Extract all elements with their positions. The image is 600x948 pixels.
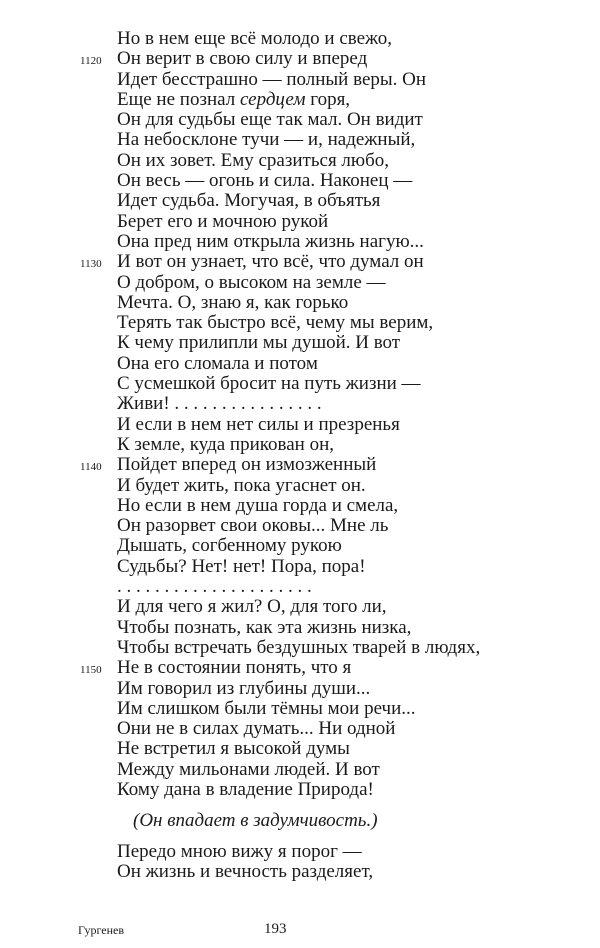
verse-line xyxy=(0,374,600,394)
poem-body xyxy=(0,29,600,800)
verse-text: Он верит в свою силу и вперед xyxy=(117,48,368,70)
verse-line xyxy=(0,597,600,617)
verse-line xyxy=(0,618,600,638)
verse-text: К чему прилипли мы душой. И вот xyxy=(117,332,401,354)
verse-line xyxy=(0,191,600,211)
verse-line xyxy=(0,658,600,678)
verse-text: К земле, куда прикован он, xyxy=(117,433,335,455)
verse-text: И если в нем нет силы и презренья xyxy=(117,413,400,435)
verse-line xyxy=(0,293,600,313)
verse-text: Между мильонами людей. И вот xyxy=(117,758,380,780)
verse-text: На небосклоне тучи — и, надежный, xyxy=(117,129,416,151)
verse-line xyxy=(0,476,600,496)
verse-line xyxy=(0,394,600,414)
verse-text: Он их зовет. Ему сразиться любо, xyxy=(117,149,390,171)
verse-text xyxy=(117,90,350,110)
verse-text-pre: Еще не познал xyxy=(117,88,240,110)
verse-line xyxy=(0,130,600,150)
verse-line xyxy=(0,699,600,719)
verse-line xyxy=(0,638,600,658)
verse-text: Он весь — огонь и сила. Наконец — xyxy=(117,170,413,192)
verse-line xyxy=(0,842,600,862)
verse-line xyxy=(0,333,600,353)
verse-text: Пойдет вперед он измозженный xyxy=(117,454,377,476)
verse-text: Живи! . . . . . . . . . . . . . . . . xyxy=(117,393,322,415)
verse-line xyxy=(0,171,600,191)
verse-text: Им говорил из глубины души... xyxy=(117,677,371,699)
verse-line xyxy=(0,536,600,556)
verse-line xyxy=(0,780,600,800)
verse-text: Он разорвет свои оковы... Мне ль xyxy=(117,515,389,537)
verse-line xyxy=(0,679,600,699)
verse-line xyxy=(0,90,600,110)
line-number: 1130 xyxy=(80,258,102,271)
dotted-line: . . . . . . . . . . . . . . . . . . . . . xyxy=(117,576,312,598)
verse-text: И вот он узнает, что всё, что думал он xyxy=(117,251,424,273)
verse-text: Не встретил я высокой думы xyxy=(117,738,350,760)
page-number: 193 xyxy=(264,921,287,937)
verse-line xyxy=(0,212,600,232)
verse-line xyxy=(0,29,600,49)
verse-text: Но в нем еще всё молодо и свежо, xyxy=(117,28,392,49)
verse-text: Кому дана в владение Природа! xyxy=(117,778,374,800)
verse-text: Они не в силах думать... Ни одной xyxy=(117,718,396,740)
verse-text: О добром, о высоком на земле — xyxy=(117,271,386,293)
verse-text: Чтобы познать, как эта жизнь низка, xyxy=(117,616,412,638)
verse-line xyxy=(0,49,600,69)
verse-text: Не в состоянии понять, что я xyxy=(117,657,352,679)
verse-text: Мечта. О, знаю я, как горько xyxy=(117,291,349,313)
verse-text: И будет жить, пока угаснет он. xyxy=(117,474,366,496)
verse-line xyxy=(0,557,600,577)
verse-line xyxy=(0,151,600,171)
verse-text: Идет бесстрашно — полный веры. Он xyxy=(117,68,427,90)
running-title: Гургенев xyxy=(78,923,124,937)
poem-body-continued xyxy=(0,842,600,883)
verse-line xyxy=(0,273,600,293)
verse-line xyxy=(0,516,600,536)
verse-text: Чтобы встречать бездушных тварей в людях, xyxy=(117,636,481,658)
verse-line xyxy=(0,110,600,130)
verse-line xyxy=(0,313,600,333)
verse-text: Она его сломала и потом xyxy=(117,352,318,374)
verse-text-post: горя, xyxy=(305,88,351,110)
verse-text-emphasis: сердцем xyxy=(239,88,306,110)
verse-line xyxy=(0,354,600,374)
verse-text: Он жизнь и вечность разделяет, xyxy=(117,861,374,883)
verse-line xyxy=(0,739,600,759)
verse-text: Берет его и мочною рукой xyxy=(117,210,329,232)
verse-line xyxy=(0,862,600,882)
verse-line xyxy=(0,455,600,475)
verse-text: Но если в нем душа горда и смела, xyxy=(117,494,399,516)
verse-text: Судьбы? Нет! нет! Пора, пора! xyxy=(117,555,366,577)
line-number: 1150 xyxy=(80,664,102,677)
verse-line xyxy=(0,435,600,455)
verse-text: Передо мною вижу я порог — xyxy=(117,841,362,862)
verse-line xyxy=(0,415,600,435)
verse-line xyxy=(0,496,600,516)
verse-text: Идет судьба. Могучая, в объятья xyxy=(117,190,381,212)
verse-line xyxy=(0,70,600,90)
line-number: 1140 xyxy=(80,461,102,474)
stage-direction: (Он впадает в задумчивость.) xyxy=(133,810,378,831)
verse-line xyxy=(0,760,600,780)
verse-text: Она пред ним открыла жизнь нагую... xyxy=(117,230,424,252)
verse-text: Он для судьбы еще так мал. Он видит xyxy=(117,109,423,131)
verse-line xyxy=(0,252,600,272)
verse-line xyxy=(0,577,600,597)
line-number: 1120 xyxy=(80,55,102,68)
verse-text: Терять так быстро всё, чему мы верим, xyxy=(117,312,434,334)
verse-text: Дышать, согбенному рукою xyxy=(117,535,342,557)
verse-line xyxy=(0,719,600,739)
verse-text: С усмешкой бросит на путь жизни — xyxy=(117,373,421,395)
verse-line xyxy=(0,232,600,252)
verse-text: Им слишком были тёмны мои речи... xyxy=(117,697,416,719)
verse-text: И для чего я жил? О, для того ли, xyxy=(117,596,387,618)
